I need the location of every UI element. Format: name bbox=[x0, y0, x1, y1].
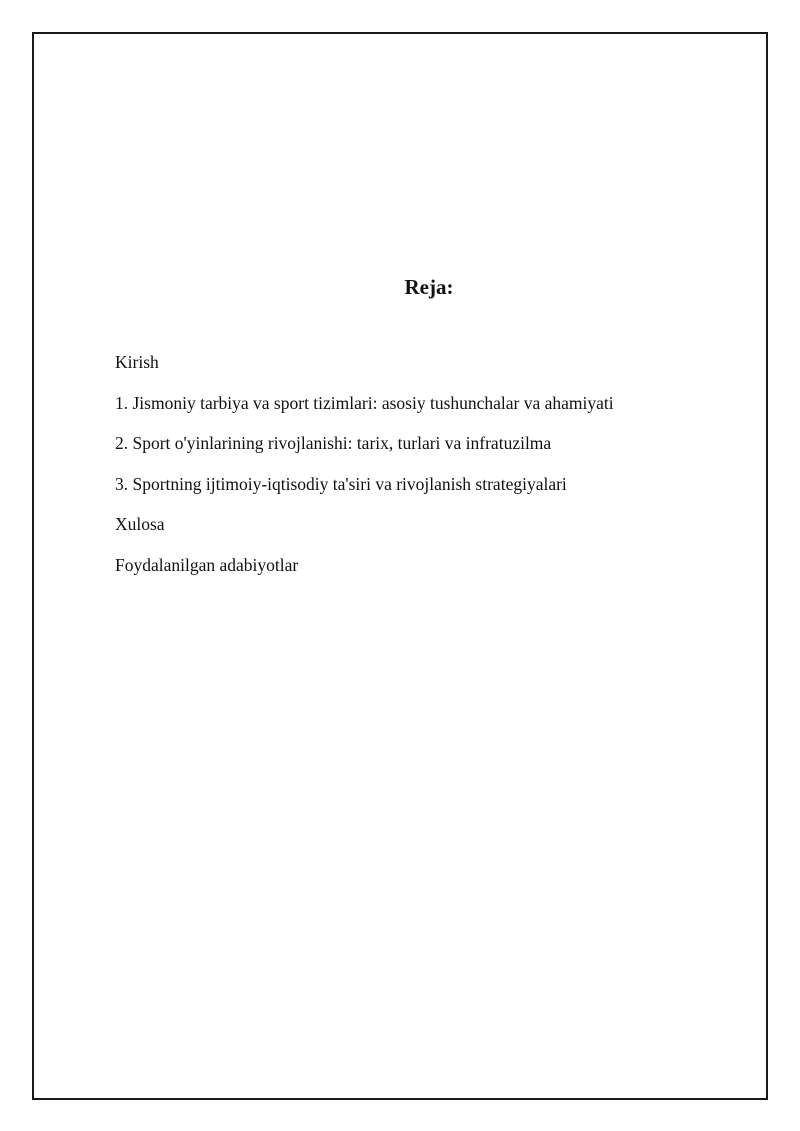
plan-list bbox=[115, 350, 614, 593]
plan-item-chapter-3: 3. Sportning ijtimoiy-iqtisodiy ta'siri va rivojlanish strategiyalari bbox=[115, 473, 567, 494]
plan-item-introduction: Kirish bbox=[115, 352, 159, 372]
plan-item-conclusion: Xulosa bbox=[115, 514, 165, 534]
plan-item-chapter-1: 1. Jismoniy tarbiya va sport tizimlari: asosiy tushunchalar va ahamiyati bbox=[115, 392, 614, 413]
plan-item-references: Foydalanilgan adabiyotlar bbox=[115, 554, 299, 575]
page-title: Reja: bbox=[404, 275, 454, 299]
plan-item-chapter-2: 2. Sport o'yinlarining rivojlanishi: tarix, turlari va infratuzilma bbox=[115, 433, 552, 453]
